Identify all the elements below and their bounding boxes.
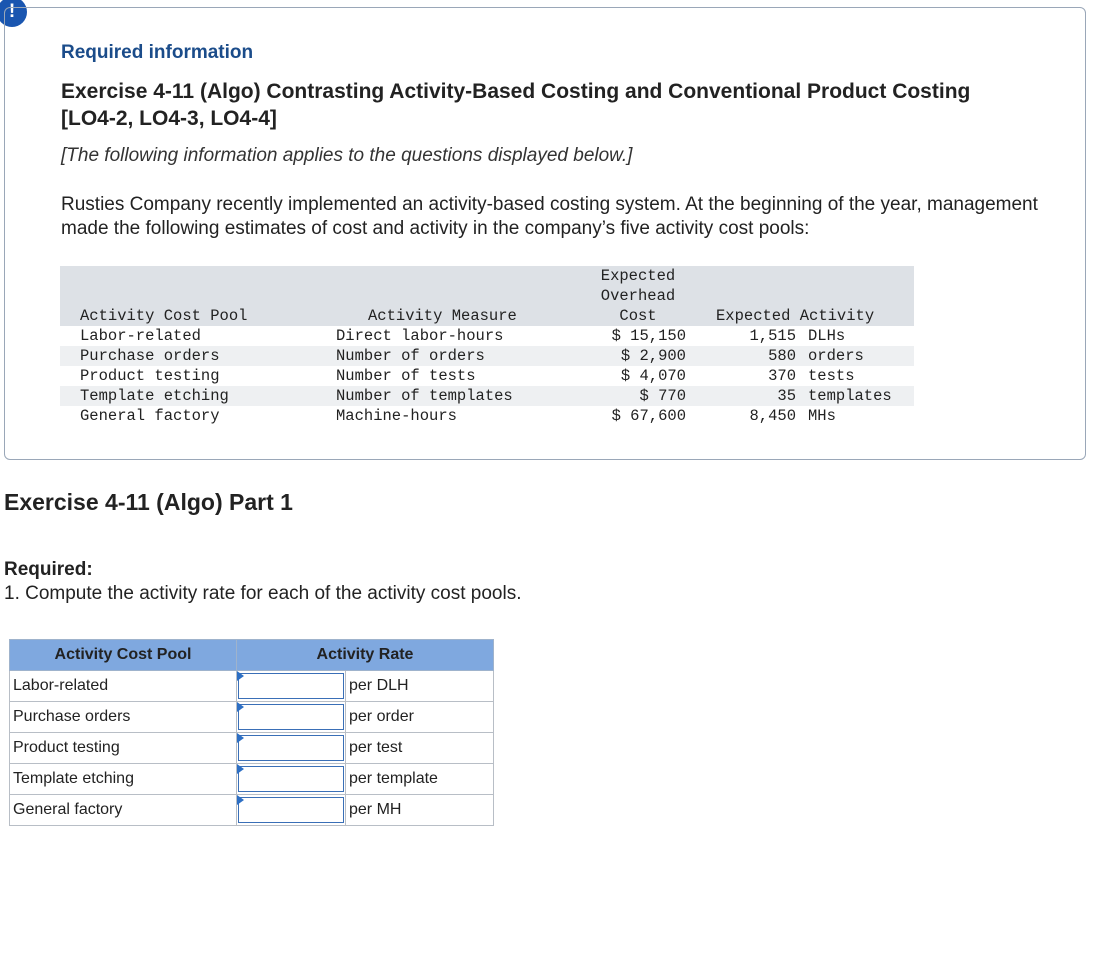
rate-unit: per MH [346,795,494,826]
table-row [10,671,494,702]
header-activity-cost-pool: Activity Cost Pool [10,640,237,671]
header-measure: Activity Measure [368,307,517,325]
purchase-orders-rate-input[interactable] [238,704,344,730]
table-row [60,326,914,346]
table-row [10,764,494,795]
required-text: 1. Compute the activity rate for each of the activity cost pools. [4,583,522,604]
cell-qty: 35 [777,387,796,405]
cell-cost: $ 770 [639,387,686,405]
cell-pool: General factory [80,407,220,425]
applies-note: [The following information applies to the questions displayed below.] [61,145,633,166]
required-label: Required: [4,559,93,580]
cell-measure: Number of orders [336,347,485,365]
cell-measure: Number of templates [336,387,513,405]
cell-qty: 1,515 [749,327,796,345]
rate-input-cell [237,764,346,795]
flag-icon [237,764,244,774]
rate-input-cell [237,671,346,702]
activity-rate-table [9,639,494,826]
flag-icon [237,702,244,712]
cell-measure: Direct labor-hours [336,327,504,345]
flag-icon [237,671,244,681]
cell-pool: Labor-related [80,327,201,345]
cell-unit: orders [808,347,864,365]
general-factory-rate-input[interactable] [238,797,344,823]
cell-qty: 8,450 [749,407,796,425]
pool-label: Labor-related [10,671,237,702]
pool-label: General factory [10,795,237,826]
table-row [10,795,494,826]
header-pool: Activity Cost Pool [80,307,248,325]
exercise-title: Exercise 4-11 (Algo) Contrasting Activity-Based Costing and Conventional Product Costing [LO4-2, LO4-3, LO4-4] [61,80,971,130]
header-activity-rate: Activity Rate [237,640,494,671]
cell-pool: Template etching [80,387,229,405]
table-row [10,733,494,764]
required-info-heading: Required information [61,42,254,63]
pool-label: Product testing [10,733,237,764]
rate-unit: per template [346,764,494,795]
cell-pool: Product testing [80,367,220,385]
cell-cost: $ 15,150 [611,327,686,345]
cell-cost: $ 2,900 [620,347,686,365]
cell-qty: 580 [768,347,796,365]
rate-input-cell [237,733,346,764]
rate-unit: per DLH [346,671,494,702]
header-activity: Expected Activity [716,307,875,325]
cell-measure: Machine-hours [336,407,457,425]
rate-unit: per order [346,702,494,733]
cell-measure: Number of tests [336,367,476,385]
rate-input-cell [237,702,346,733]
flag-icon [237,795,244,805]
activity-cost-table [60,266,914,426]
table-row [60,346,914,366]
flag-icon [237,733,244,743]
header-cost-line1: Expected [600,267,676,285]
header-cost-line2: Overhead [600,287,676,305]
cell-cost: $ 67,600 [611,407,686,425]
table-row [60,406,914,426]
intro-paragraph: Rusties Company recently implemented an activity-based costing system. At the beginning of the year, management made the following estimates of cost and activity in the company’s five activity cost pools: [61,194,1038,239]
table-row [10,702,494,733]
table-row [60,366,914,386]
labor-related-rate-input[interactable] [238,673,344,699]
cell-unit: MHs [808,407,836,425]
table-row [60,386,914,406]
rate-unit: per test [346,733,494,764]
product-testing-rate-input[interactable] [238,735,344,761]
part-title: Exercise 4-11 (Algo) Part 1 [4,489,293,515]
cell-unit: templates [808,387,892,405]
pool-label: Template etching [10,764,237,795]
table-header [60,266,914,326]
template-etching-rate-input[interactable] [238,766,344,792]
cell-unit: DLHs [808,327,846,345]
alert-icon: ! [0,0,27,27]
cell-pool: Purchase orders [80,347,220,365]
cell-qty: 370 [768,367,796,385]
pool-label: Purchase orders [10,702,237,733]
rate-input-cell [237,795,346,826]
cell-unit: tests [808,367,855,385]
header-cost-line3: Cost [619,307,657,325]
cell-cost: $ 4,070 [620,367,686,385]
